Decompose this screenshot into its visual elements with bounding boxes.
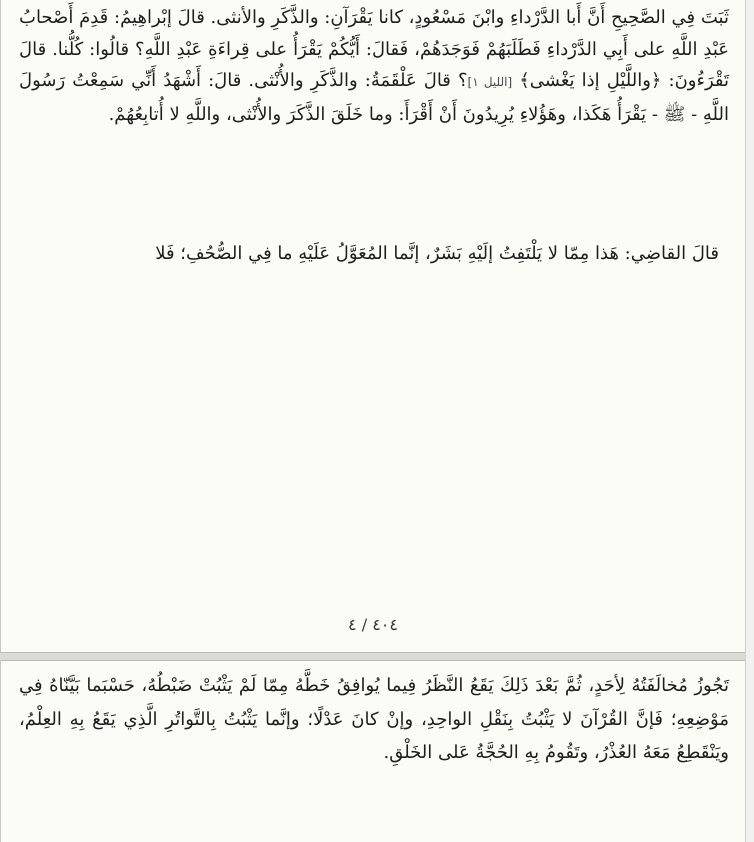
page-number: ٤٠٤ / ٤ [348, 615, 398, 634]
quran-reference: [الليل ١] [467, 75, 513, 89]
paragraph-hadith-part-a: ثَبَتَ فِي الصَّحِيحِ أَنَّ أَبا الدَّرْداءِ وابْنَ مَسْعُودٍ، كانا يَقْرَآنِ: والذَّكَرِ والأنثى. قالَ إبْراهِيمُ: قَدِمَ أَصْحابُ عَبْدِ اللَّهِ على أَبِي الدَّرْداءِ فَطَلَبَهُمْ فَوَجَدَهُمْ، فَقالَ: أَيُّكُمْ يَقْرَأُ على قِراءَةِ عَبْدِ اللَّهِ؟ قالُوا: كُلُّنا. قالَ تَقْرَءُونَ: ﴿واللَّيْلِ إذا يَغْشى﴾ [19, 7, 729, 91]
paragraph-hadith-part-b: ؟ قالَ عَلْقَمَةُ: والذَّكَرِ والأُنْثى. قالَ: أَشْهَدُ أَنِّي سَمِعْتُ رَسُولَ اللَّهِ - ﷺ - يَقْرَأُ هَكَذا، وهَؤُلاءِ يُرِيدُونَ أَنْ أَقْرَأَ: وما خَلَقَ الذَّكَرَ والأُنْثى، واللَّهِ لا أُتابِعُهُمْ. [19, 70, 729, 125]
vertical-scrollbar[interactable] [745, 0, 754, 842]
paragraph-qadi: قالَ القاضِي: هَذا مِمّا لا يَلْتَفِتُ إلَيْهِ بَشَرٌ، إنَّما المُعَوَّلُ عَلَيْهِ ما فِي الصُّحُفِ؛ فَلا [155, 243, 719, 264]
paragraph-continuation: تَجُوزُ مُخالَفَتُهُ لِأحَدٍ، ثُمَّ بَعْدَ ذَلِكَ يَقَعُ النَّظَرُ فِيما يُوافِقُ خَطَّهُ مِمّا لَمْ يَثْبُتْ ضَبْطُهُ، حَسْبَما بَيَّنّاهُ فِي مَوْضِعِهِ؛ فَإنَّ القُرْآنَ لا يَثْبُتُ بِنَقْلِ الواحِدِ، وإنْ كانَ عَدْلًا؛ وإنَّما يَثْبُتُ بِالتَّواتُرِ الَّذِي يَقَعُ بِهِ العِلْمُ، ويَنْقَطِعُ مَعَهُ العُذْرُ، وتَقُومُ بِهِ الحُجَّةُ عَلى الخَلْقِ. [19, 675, 729, 763]
page-405 [0, 660, 746, 842]
page-separator [0, 653, 746, 660]
paragraph-hadith [19, 2, 729, 130]
